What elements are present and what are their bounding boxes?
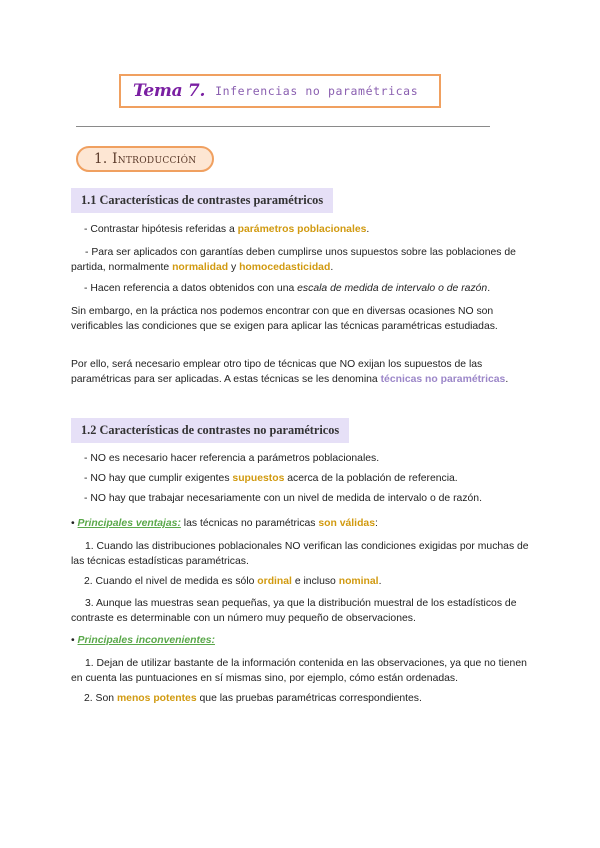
- section-heading-label: 1. Introducción: [94, 151, 197, 167]
- param-item-1: - Contrastar hipótesis referidas a parámetros poblacionales.: [84, 224, 370, 235]
- subheading-label: 1.2 Características de contrastes no paramétricos: [81, 423, 340, 437]
- tema-label: Tema 7.: [133, 81, 206, 101]
- para-sin-embargo: Sin embargo, en la práctica nos podemos encontrar con que en diversas ocasiones NO son verificables las condiciones que se exigen para aplicar las técnicas paramétricas estudiadas.: [71, 306, 498, 332]
- ventaja-3: 3. Aunque las muestras sean pequeñas, ya que la distribución muestral de los estadísticos de contraste es determinable con un número muy pequeño de observaciones.: [71, 598, 517, 624]
- title-box: [119, 74, 441, 108]
- subheading-label: 1.1 Características de contrastes paramétricos: [81, 193, 324, 207]
- ventajas-heading: • Principales ventajas: las técnicas no paramétricas son válidas:: [71, 518, 378, 529]
- inconveniente-1: 1. Dejan de utilizar bastante de la información contenida en las observaciones, ya que no tienen en cuenta las puntuaciones en sí mismas sino, por ejemplo, cómo están ordenadas.: [71, 658, 527, 684]
- noparam-item-2: - NO hay que cumplir exigentes supuestos acerca de la población de referencia.: [84, 473, 458, 484]
- subheading-no-parametricos: [71, 418, 349, 443]
- section-heading-introduccion: [76, 146, 214, 172]
- inconvenientes-heading: • Principales inconvenientes:: [71, 635, 215, 646]
- horizontal-rule: [76, 126, 490, 127]
- subheading-parametricos: [71, 188, 333, 213]
- ventaja-1: 1. Cuando las distribuciones poblacionales NO verifican las condiciones exigidas por muchas de las técnicas estadísticas paramétricas.: [71, 541, 529, 567]
- param-item-3: - Hacen referencia a datos obtenidos con una escala de medida de intervalo o de razón.: [84, 283, 491, 294]
- para-por-ello: Por ello, será necesario emplear otro tipo de técnicas que NO exijan los supuestos de las paramétricas para ser aplicadas. A estas técnicas se les denomina técnicas no paramétricas.: [71, 359, 509, 385]
- param-item-2: - Para ser aplicados con garantías deben cumplirse unos supuestos sobre las poblaciones de partida, normalmente normalidad y homocedasticidad.: [71, 247, 516, 273]
- tema-subtitle: Inferencias no paramétricas: [215, 84, 419, 98]
- noparam-item-3: - NO hay que trabajar necesariamente con un nivel de medida de intervalo o de razón.: [84, 493, 482, 504]
- inconveniente-2: 2. Son menos potentes que las pruebas paramétricas correspondientes.: [84, 693, 422, 704]
- ventaja-2: 2. Cuando el nivel de medida es sólo ordinal e incluso nominal.: [84, 576, 382, 587]
- noparam-item-1: - NO es necesario hacer referencia a parámetros poblacionales.: [84, 453, 380, 464]
